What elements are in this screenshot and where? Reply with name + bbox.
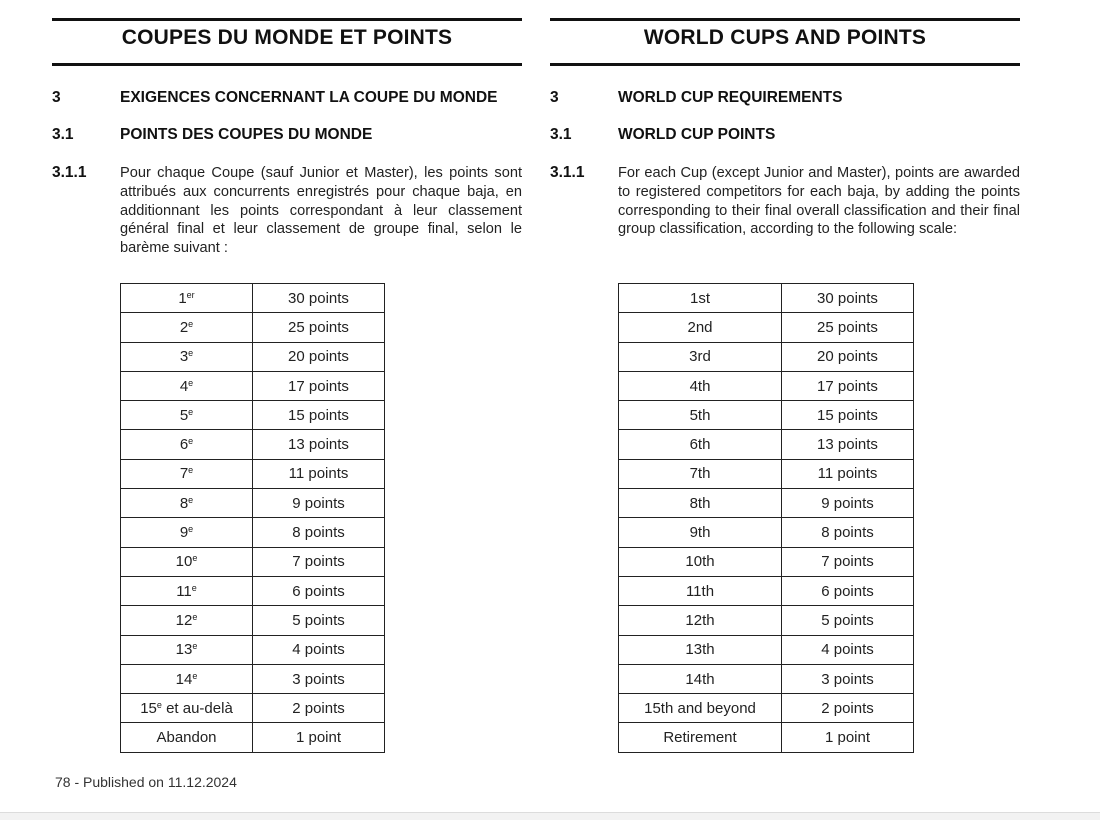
rank-cell	[619, 284, 782, 313]
table-row	[619, 430, 914, 459]
points-cell: 9 points	[253, 489, 385, 518]
rank-text: Abandon	[156, 729, 217, 747]
rank-text: 12th	[685, 611, 715, 629]
rank-text: 3rd	[689, 348, 711, 366]
rank-cell	[121, 547, 253, 576]
table-row	[121, 284, 385, 313]
rank-text: 9	[179, 524, 189, 542]
rank-text: 1	[178, 289, 187, 307]
points-cell: 25 points	[782, 313, 914, 342]
points-cell: 25 points	[253, 313, 385, 342]
points-cell: 8 points	[782, 518, 914, 547]
rank-ordinal-suffix: er	[186, 289, 195, 300]
points-cell: 3 points	[782, 664, 914, 693]
rank-ordinal-suffix: e	[192, 553, 198, 564]
rank-text: 11th	[685, 582, 715, 600]
rank-cell	[619, 694, 782, 723]
rank-cell	[619, 371, 782, 400]
points-cell: 3 points	[253, 664, 385, 693]
paragraph-number: 3.1.1	[550, 164, 585, 181]
points-cell: 5 points	[782, 606, 914, 635]
rank-ordinal-suffix: e	[188, 318, 194, 329]
points-cell: 4 points	[782, 635, 914, 664]
rank-ordinal-suffix: e	[188, 377, 194, 388]
points-table-french	[120, 283, 385, 753]
rank-text: 12	[175, 611, 193, 629]
rank-text: Retirement	[663, 729, 737, 747]
points-cell: 11 points	[253, 459, 385, 488]
rank-text: 5	[179, 406, 189, 424]
table-row	[121, 664, 385, 693]
rank-cell	[619, 489, 782, 518]
points-cell: 2 points	[253, 694, 385, 723]
rank-text: 5th	[689, 406, 711, 424]
rank-text: 4th	[689, 377, 711, 395]
points-cell: 20 points	[782, 342, 914, 371]
rank-cell	[121, 342, 253, 371]
table-row	[619, 489, 914, 518]
table-row	[619, 694, 914, 723]
rank-cell	[121, 459, 253, 488]
rank-cell	[619, 430, 782, 459]
rank-text: 9th	[689, 524, 711, 542]
rank-ordinal-suffix: e	[188, 494, 194, 505]
page-title-english: WORLD CUPS AND POINTS	[643, 26, 927, 49]
page-title-french: COUPES DU MONDE ET POINTS	[121, 26, 453, 49]
table-row	[121, 576, 385, 605]
rank-text: 13	[175, 641, 193, 659]
table-row	[121, 401, 385, 430]
section-label: EXIGENCES CONCERNANT LA COUPE DU MONDE	[120, 89, 498, 106]
table-row	[619, 459, 914, 488]
rank-text: 3	[179, 348, 189, 366]
rank-text: 15th and beyond	[644, 699, 756, 717]
points-cell: 30 points	[253, 284, 385, 313]
rank-cell	[619, 664, 782, 693]
points-cell: 1 point	[253, 723, 385, 752]
rank-text: 2nd	[687, 318, 713, 336]
rank-cell	[121, 489, 253, 518]
points-cell: 2 points	[782, 694, 914, 723]
points-cell: 17 points	[782, 371, 914, 400]
rank-cell	[121, 664, 253, 693]
rank-ordinal-suffix: e	[192, 611, 198, 622]
points-cell: 13 points	[253, 430, 385, 459]
table-row	[619, 723, 914, 752]
table-row	[121, 430, 385, 459]
paragraph-number: 3.1.1	[52, 164, 87, 181]
points-cell: 20 points	[253, 342, 385, 371]
rank-text: 6	[179, 436, 189, 454]
rank-text: 14	[175, 670, 193, 688]
points-cell: 17 points	[253, 371, 385, 400]
rank-cell	[121, 401, 253, 430]
rank-cell	[121, 284, 253, 313]
section-number: 3.1	[52, 126, 74, 143]
rank-text: 1st	[689, 289, 710, 307]
table-row	[619, 284, 914, 313]
rank-text: 10	[175, 553, 193, 571]
section-number: 3.1	[550, 126, 572, 143]
table-row	[619, 371, 914, 400]
points-cell: 13 points	[782, 430, 914, 459]
points-cell: 6 points	[253, 576, 385, 605]
rank-cell	[619, 401, 782, 430]
rank-cell	[619, 635, 782, 664]
rank-ordinal-suffix: e	[156, 699, 162, 710]
points-cell: 30 points	[782, 284, 914, 313]
table-row	[619, 664, 914, 693]
table-row	[121, 635, 385, 664]
points-cell: 4 points	[253, 635, 385, 664]
rank-text: 15	[140, 699, 157, 717]
rank-cell	[121, 371, 253, 400]
rank-ordinal-suffix: e	[188, 465, 194, 476]
table-row	[121, 606, 385, 635]
rank-cell	[121, 430, 253, 459]
points-cell: 11 points	[782, 459, 914, 488]
points-cell: 9 points	[782, 489, 914, 518]
points-cell: 7 points	[253, 547, 385, 576]
rank-cell	[619, 518, 782, 547]
table-row	[619, 313, 914, 342]
points-cell: 7 points	[782, 547, 914, 576]
rank-cell	[619, 313, 782, 342]
rank-cell	[619, 547, 782, 576]
rank-text: 14th	[685, 670, 715, 688]
table-row	[121, 723, 385, 752]
points-table-english	[618, 283, 914, 753]
rank-ordinal-suffix: e	[192, 641, 198, 652]
points-cell: 5 points	[253, 606, 385, 635]
table-row	[619, 401, 914, 430]
table-row	[121, 694, 385, 723]
points-cell: 8 points	[253, 518, 385, 547]
table-row	[121, 547, 385, 576]
rank-cell	[619, 342, 782, 371]
table-row	[619, 518, 914, 547]
table-row	[619, 547, 914, 576]
rank-cell	[619, 576, 782, 605]
paragraph-text: Pour chaque Coupe (sauf Junior et Master), les points sont attribués aux concurrents enregistrés pour chaque baja, en additionnant les points correspondant à leur classement général final et leur classement de groupe final, selon le barème suivant :	[120, 165, 522, 257]
rank-cell	[121, 694, 253, 723]
rank-text: 11	[176, 582, 192, 600]
rank-ordinal-suffix: e	[192, 670, 198, 681]
rank-ordinal-suffix: e	[188, 524, 194, 535]
rank-cell	[619, 606, 782, 635]
rank-text: 8	[179, 494, 189, 512]
title-rule-bottom	[550, 63, 1020, 66]
rank-cell	[121, 723, 253, 752]
rank-ordinal-suffix: e	[188, 436, 194, 447]
section-number: 3	[550, 89, 559, 106]
table-row	[121, 371, 385, 400]
rank-text: 8th	[689, 494, 711, 512]
points-cell: 1 point	[782, 723, 914, 752]
rank-ordinal-suffix: e	[191, 582, 197, 593]
rank-cell	[121, 606, 253, 635]
title-rule-top	[52, 18, 522, 21]
table-row	[121, 489, 385, 518]
rank-cell	[121, 518, 253, 547]
rank-text: 2	[179, 318, 189, 336]
rank-text: 7th	[689, 465, 711, 483]
table-row	[121, 342, 385, 371]
rank-suffix: et au-delà	[161, 699, 233, 717]
rank-ordinal-suffix: e	[188, 348, 194, 359]
rank-text: 6th	[689, 436, 711, 454]
points-cell: 15 points	[782, 401, 914, 430]
rank-text: 4	[179, 377, 189, 395]
table-row	[619, 606, 914, 635]
rank-cell	[619, 723, 782, 752]
points-cell: 15 points	[253, 401, 385, 430]
rank-cell	[619, 459, 782, 488]
table-row	[619, 635, 914, 664]
section-label: WORLD CUP REQUIREMENTS	[618, 89, 843, 106]
table-row	[619, 342, 914, 371]
title-rule-bottom	[52, 63, 522, 66]
rank-cell	[121, 313, 253, 342]
section-number: 3	[52, 89, 61, 106]
table-row	[121, 459, 385, 488]
table-row	[121, 313, 385, 342]
paragraph-text: For each Cup (except Junior and Master), points are awarded to registered competitors for each baja, by adding the points corresponding to their final overall classification and their final group classification, according to the following scale:	[618, 165, 1020, 238]
table-row	[121, 518, 385, 547]
title-rule-top	[550, 18, 1020, 21]
section-label: WORLD CUP POINTS	[618, 126, 776, 143]
rank-ordinal-suffix: e	[188, 406, 194, 417]
rank-cell	[121, 576, 253, 605]
rank-text: 13th	[685, 641, 715, 659]
section-label: POINTS DES COUPES DU MONDE	[120, 126, 373, 143]
rank-cell	[121, 635, 253, 664]
points-cell: 6 points	[782, 576, 914, 605]
table-row	[619, 576, 914, 605]
rank-text: 10th	[685, 553, 715, 571]
page-footer: 78 - Published on 11.12.2024	[55, 774, 237, 790]
rank-text: 7	[179, 465, 189, 483]
